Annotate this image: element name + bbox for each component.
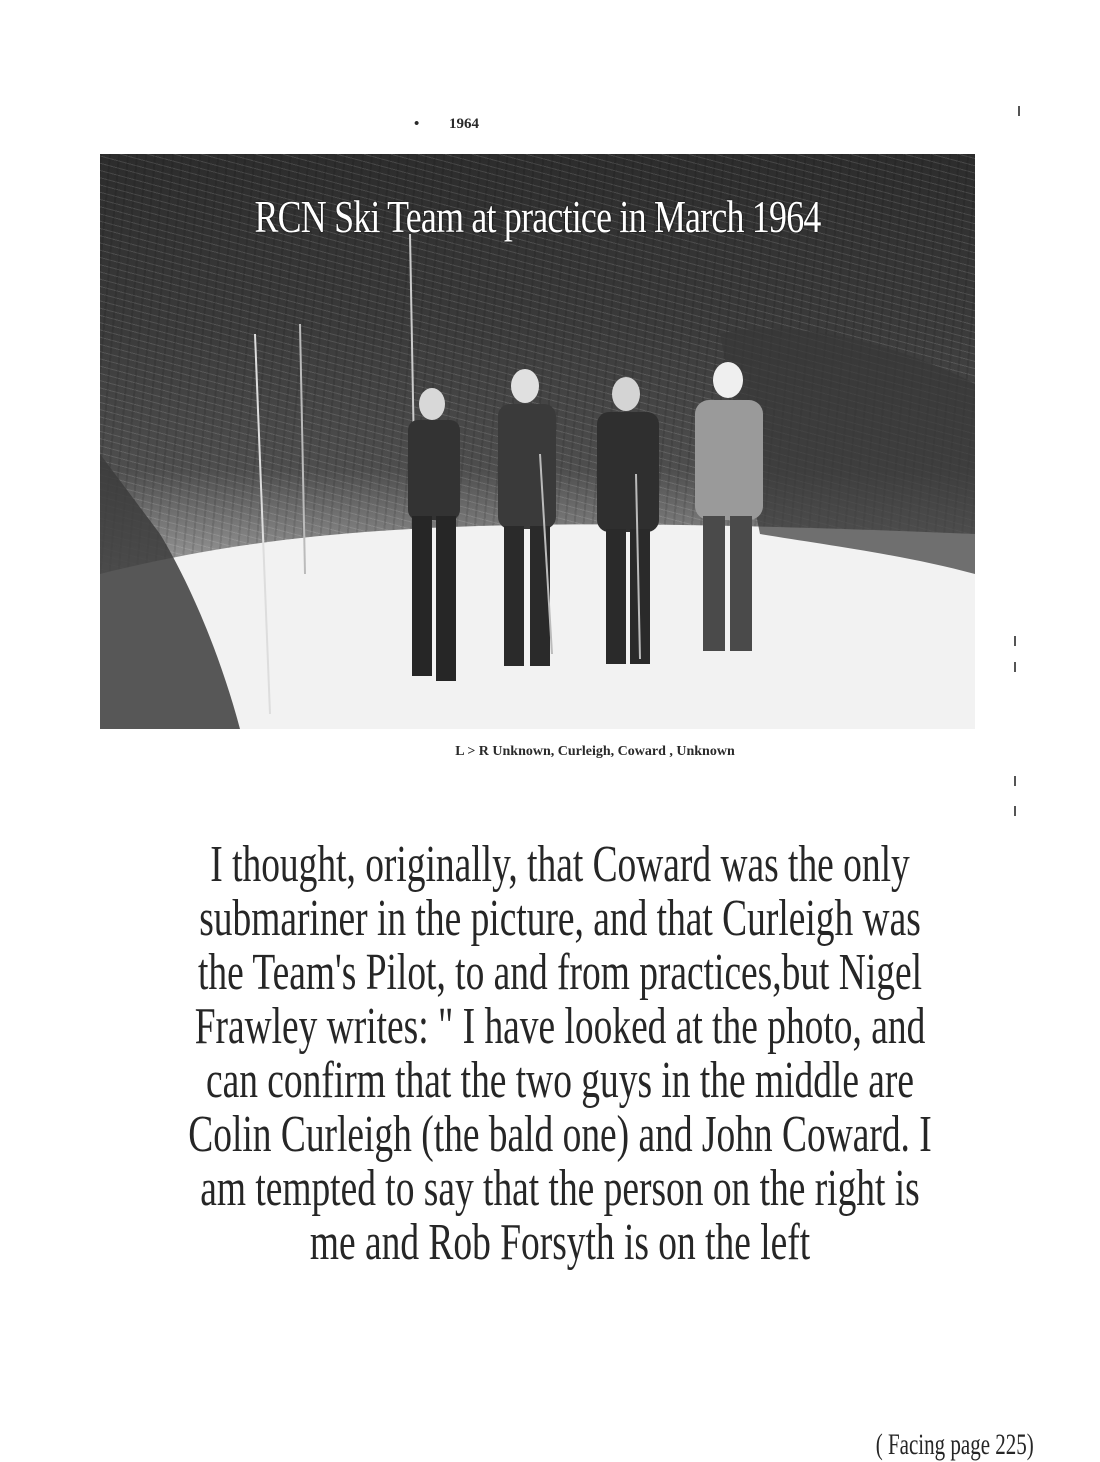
body-line: the Team's Pilot, to and from practices,but Nigel [197,944,922,1001]
header-year: 1964 [449,116,480,132]
body-line: I thought, originally, that Coward was the only [210,836,910,893]
body-line: Frawley writes: " I have looked at the photo, and [194,998,926,1055]
body-line: submariner in the picture, and that Curleigh was [199,890,921,947]
margin-mark [1014,776,1016,786]
header-bullet: • [414,116,420,132]
photo-title: RCN Ski Team at practice in March 1964 [254,191,821,242]
margin-mark [1014,806,1016,816]
body-line: am tempted to say that the person on the right is [200,1160,920,1217]
ski-team-photo [100,154,975,729]
body-line: can confirm that the two guys in the middle are [205,1052,915,1109]
facing-page-note: ( Facing page 225) [875,1428,1034,1461]
body-line: Colin Curleigh (the bald one) and John Coward. I [188,1106,932,1163]
photo-caption: L > R Unknown, Curleigh, Coward , Unknown [455,744,735,759]
body-paragraph [40,838,1080,1270]
header-date [414,116,479,133]
margin-mark [1018,106,1020,116]
body-line: me and Rob Forsyth is on the left [309,1214,811,1271]
margin-mark [1014,662,1016,672]
margin-mark [1014,636,1016,646]
